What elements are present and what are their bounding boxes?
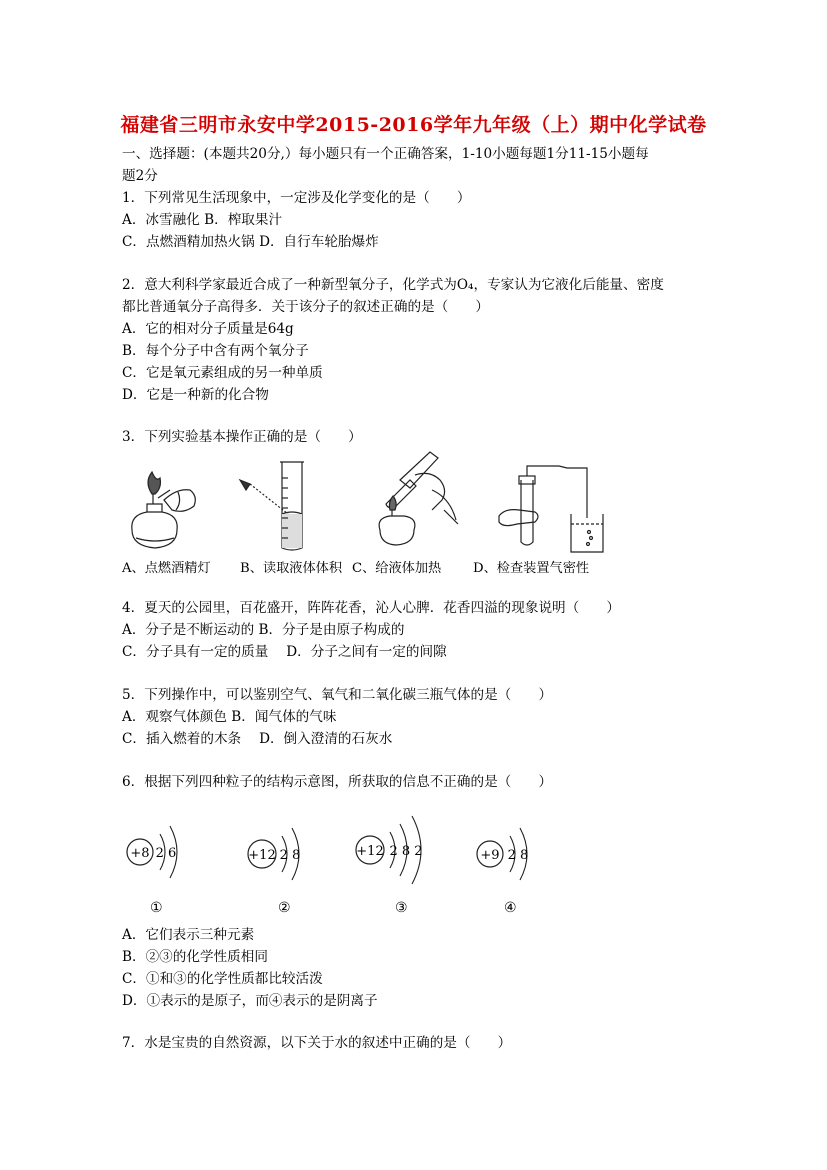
heating-liquid-illustration <box>360 450 460 555</box>
exam-title: 福建省三明市永安中学2015-2016学年九年级（上）期中化学试卷 <box>120 114 707 136</box>
q5-option-cd: C．插入燃着的木条 D．倒入澄清的石灰水 <box>122 731 393 747</box>
q1-stem: 1．下列常见生活现象中，一定涉及化学变化的是（ ） <box>122 190 471 206</box>
atom-structure-diagram-4 <box>474 812 544 892</box>
q4-stem: 4．夏天的公园里，百花盛开，阵阵花香，沁人心脾．花香四溢的现象说明（ ） <box>122 600 621 616</box>
q2-stem-cont: 都比普通氧分子高得多．关于该分子的叙述正确的是（ ） <box>122 299 490 315</box>
q4-option-ab: A．分子是不断运动的 B．分子是由原子构成的 <box>122 622 405 638</box>
atom-4-shells: 2 8 <box>507 848 529 863</box>
alcohol-lamp-lighting-illustration <box>122 460 202 555</box>
q3-caption-c: C、给液体加热 <box>352 561 442 576</box>
atom-2-shells: 2 8 <box>279 848 301 863</box>
atom-2-label: ② <box>278 900 291 916</box>
atom-3-nucleus: +12 <box>356 844 384 859</box>
atom-3-label: ③ <box>395 900 408 916</box>
q3-caption-d: D、检查装置气密性 <box>473 561 590 576</box>
graduated-cylinder-illustration <box>232 458 312 558</box>
q2-stem: 2．意大利科学家最近合成了一种新型氧分子，化学式为O₄，专家认为它液化后能量、密度 <box>122 277 664 293</box>
q6-option-a: A．它们表示三种元素 <box>122 927 255 943</box>
q3-caption-a: A、点燃酒精灯 <box>122 561 211 576</box>
q6-option-b: B．②③的化学性质相同 <box>122 949 268 965</box>
q1-option-ab: A．冰雪融化 B．榨取果汁 <box>122 212 283 228</box>
section-heading-cont: 题2分 <box>122 168 158 184</box>
q2-option-b: B．每个分子中含有两个氧分子 <box>122 343 309 359</box>
q5-option-ab: A．观察气体颜色 B．闻气体的气味 <box>122 709 337 725</box>
atom-1-label: ① <box>150 900 163 916</box>
q1-option-cd: C．点燃酒精加热火锅 D．自行车轮胎爆炸 <box>122 234 379 250</box>
atom-structure-diagram-2 <box>244 812 314 892</box>
q5-stem: 5．下列操作中，可以鉴别空气、氧气和二氧化碳三瓶气体的是（ ） <box>122 687 553 703</box>
atom-structure-diagram-3 <box>352 806 442 896</box>
section-heading: 一、选择题：(本题共20分,）每小题只有一个正确答案，1-10小题每题1分11-15小题每 <box>122 146 649 162</box>
q6-option-d: D．①表示的是原子，而④表示的是阴离子 <box>122 993 378 1009</box>
q2-option-c: C．它是氧元素组成的另一种单质 <box>122 365 323 381</box>
q6-stem: 6．根据下列四种粒子的结构示意图，所获取的信息不正确的是（ ） <box>122 774 553 790</box>
atom-4-label: ④ <box>504 900 517 916</box>
atom-1-nucleus: +8 <box>130 846 150 861</box>
atom-3-shells: 2 8 2 <box>389 844 423 859</box>
q7-stem: 7．水是宝贵的自然资源，以下关于水的叙述中正确的是（ ） <box>122 1035 512 1051</box>
q2-option-a: A．它的相对分子质量是64g <box>122 321 294 337</box>
q3-stem: 3．下列实验基本操作正确的是（ ） <box>122 429 362 445</box>
airtightness-check-illustration <box>495 458 610 558</box>
atom-structure-diagram-1 <box>124 812 194 892</box>
q3-caption-b: B、读取液体体积 <box>240 561 343 576</box>
q6-option-c: C．①和③的化学性质都比较活泼 <box>122 971 323 987</box>
q4-option-cd: C．分子具有一定的质量 D．分子之间有一定的间隙 <box>122 644 447 660</box>
atom-2-nucleus: +12 <box>248 848 276 863</box>
q2-option-d: D．它是一种新的化合物 <box>122 387 269 403</box>
atom-1-shells: 2 6 <box>155 846 177 861</box>
atom-4-nucleus: +9 <box>480 848 500 863</box>
